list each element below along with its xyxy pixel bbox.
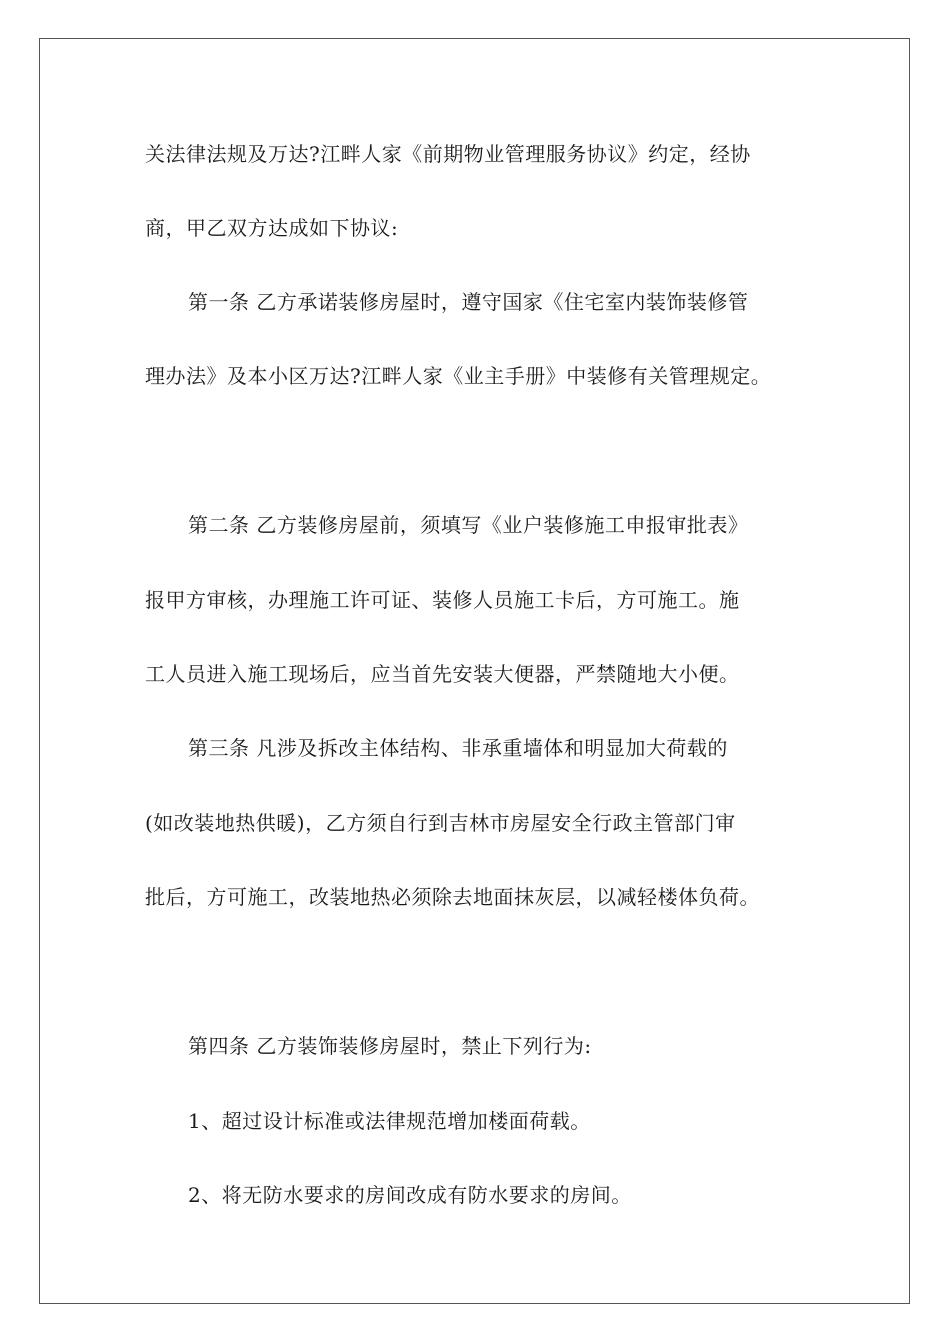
paragraph-line: (如改装地热供暖)，乙方须自行到吉林市房屋安全行政主管部门审 [145, 811, 736, 835]
paragraph-line: 批后，方可施工，改装地热必须除去地面抹灰层，以减轻楼体负荷。 [145, 885, 760, 909]
paragraph-line: 工人员进入施工现场后，应当首先安装大便器，严禁随地大小便。 [145, 662, 740, 686]
list-item: 2、将无防水要求的房间改成有防水要求的房间。 [188, 1183, 632, 1207]
paragraph-line: 商，甲乙双方达成如下协议: [145, 216, 399, 240]
list-item: 1、超过设计标准或法律规范增加楼面荷载。 [188, 1109, 591, 1133]
paragraph-line: 关法律法规及万达?江畔人家《前期物业管理服务协议》约定，经协 [145, 142, 751, 166]
paragraph-line: 理办法》及本小区万达?江畔人家《业主手册》中装修有关管理规定。 [145, 364, 772, 388]
article-1-heading-line: 第一条 乙方承诺装修房屋时，遵守国家《住宅室内装饰装修管 [188, 290, 749, 314]
article-3-heading-line: 第三条 凡涉及拆改主体结构、非承重墙体和明显加大荷载的 [188, 736, 728, 760]
article-4-heading-line: 第四条 乙方装饰装修房屋时，禁止下列行为: [188, 1034, 592, 1058]
paragraph-line: 报甲方审核，办理施工许可证、装修人员施工卡后，方可施工。施 [145, 588, 740, 612]
article-2-heading-line: 第二条 乙方装修房屋前，须填写《业户装修施工申报审批表》 [188, 513, 749, 537]
